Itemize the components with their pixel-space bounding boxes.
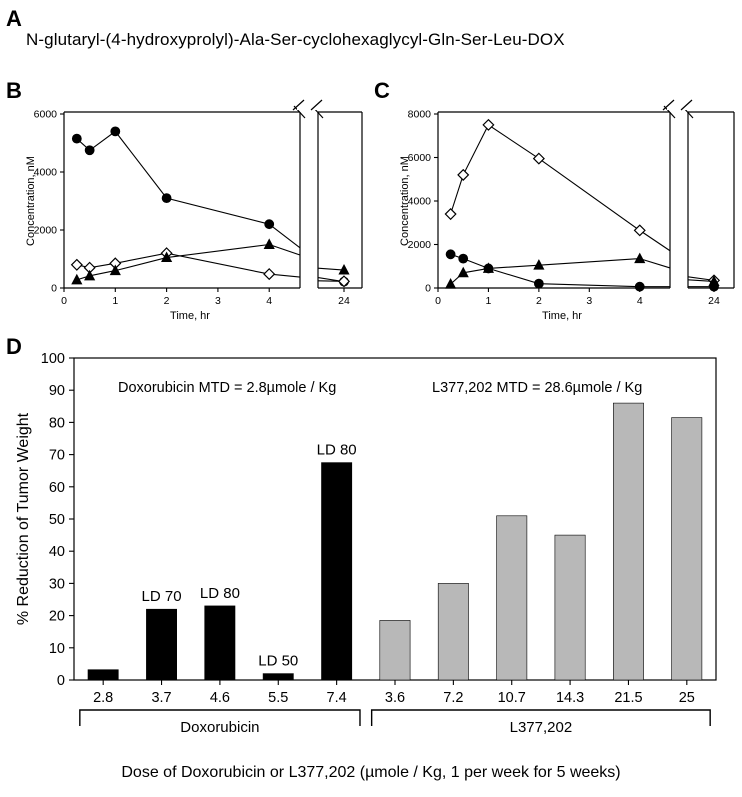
axis-break-gap	[297, 105, 321, 110]
panel-a-letter: A	[6, 6, 22, 31]
series-line-filled-triangle	[77, 245, 269, 280]
svg-text:4: 4	[266, 295, 273, 307]
svg-text:0: 0	[51, 282, 57, 295]
bar-21.5	[613, 403, 643, 680]
svg-text:Dose of Doxorubicin or L377,20: Dose of Doxorubicin or L377,202 (µmole / Kg, 1 per week for 5 weeks)	[121, 764, 621, 781]
svg-text:LD 80: LD 80	[316, 441, 357, 459]
datapoint-open-diamond	[72, 260, 82, 270]
svg-text:3: 3	[586, 295, 593, 307]
svg-text:40: 40	[48, 544, 65, 561]
svg-text:5.5: 5.5	[268, 690, 289, 706]
svg-text:70: 70	[48, 447, 65, 464]
series-break-left-filled-triangle	[640, 259, 670, 268]
bar-25	[672, 418, 702, 680]
svg-text:3.6: 3.6	[384, 690, 406, 706]
bar-4.6	[205, 606, 235, 680]
datapoint-filled-circle	[635, 282, 644, 291]
datapoint-open-diamond	[635, 225, 645, 235]
panel-b-letter: B	[6, 78, 22, 103]
svg-text:0: 0	[61, 295, 67, 307]
panel-d-letter: D	[6, 334, 22, 359]
datapoint-filled-circle	[459, 254, 468, 263]
svg-text:% Reduction of Tumor Weight: % Reduction of Tumor Weight	[15, 412, 32, 626]
svg-text:1: 1	[112, 295, 119, 307]
svg-text:2: 2	[535, 295, 542, 307]
svg-text:24: 24	[338, 295, 350, 307]
svg-text:Concentration, nM: Concentration, nM	[25, 156, 37, 246]
svg-text:6000: 6000	[407, 152, 431, 164]
svg-text:L377,202: L377,202	[509, 719, 573, 736]
panel-b-chart	[0, 92, 370, 332]
panel-c-svg	[368, 92, 742, 332]
bar-3.7	[146, 609, 176, 680]
datapoint-filled-circle	[111, 127, 120, 136]
svg-text:14.3: 14.3	[555, 690, 585, 706]
svg-text:LD 80: LD 80	[199, 584, 240, 602]
panel-a-title: N-glutaryl-(4-hydroxyprolyl)-Ala-Ser-cyclohexaglycyl-Gln-Ser-Leu-DOX	[26, 30, 565, 49]
series-break-left-filled-triangle	[269, 245, 300, 256]
datapoint-open-diamond	[458, 170, 468, 180]
bar-7.2	[438, 583, 468, 680]
datapoint-filled-circle	[534, 279, 543, 288]
datapoint-filled-circle	[162, 194, 171, 203]
series-line-filled-triangle	[451, 259, 640, 285]
series-break-right-filled-triangle	[318, 268, 344, 270]
panel-c-letter: C	[374, 78, 390, 103]
svg-text:0: 0	[56, 673, 65, 689]
series-line-open-diamond	[451, 125, 640, 230]
svg-text:30: 30	[48, 576, 65, 593]
svg-text:6000: 6000	[33, 108, 57, 121]
svg-text:Time, hr: Time, hr	[542, 310, 582, 322]
panel-b-svg	[0, 92, 370, 332]
datapoint-filled-triangle	[635, 254, 645, 263]
svg-text:4000: 4000	[407, 195, 431, 208]
series-break-left-filled-circle	[269, 224, 300, 248]
svg-text:0: 0	[435, 295, 441, 307]
svg-text:0: 0	[425, 282, 431, 295]
bar-7.4	[322, 463, 352, 680]
series-break-left-open-diamond	[640, 230, 670, 250]
svg-text:10: 10	[48, 640, 65, 657]
datapoint-open-diamond	[534, 153, 544, 163]
svg-text:60: 60	[48, 479, 65, 496]
svg-text:LD 50: LD 50	[258, 652, 299, 670]
svg-text:4000: 4000	[33, 166, 57, 179]
bar-10.7	[497, 516, 527, 680]
bar-2.8	[88, 670, 118, 680]
svg-text:4: 4	[636, 295, 643, 307]
svg-text:90: 90	[48, 383, 65, 400]
axis-break-gap	[667, 105, 691, 110]
svg-text:Doxorubicin MTD = 2.8µmole / K: Doxorubicin MTD = 2.8µmole / Kg	[118, 380, 337, 396]
svg-text:1: 1	[485, 295, 492, 307]
svg-text:21.5: 21.5	[614, 690, 643, 706]
svg-text:3.7: 3.7	[151, 690, 172, 706]
svg-text:Doxorubicin: Doxorubicin	[180, 719, 260, 736]
datapoint-open-diamond	[339, 276, 349, 286]
svg-text:2: 2	[163, 295, 170, 307]
svg-text:25: 25	[678, 690, 695, 706]
panel-d-chart	[0, 340, 742, 797]
svg-text:100: 100	[40, 351, 65, 367]
svg-text:3: 3	[214, 295, 221, 307]
svg-text:LD 70: LD 70	[141, 588, 182, 606]
series-line-filled-circle	[77, 131, 269, 224]
datapoint-filled-triangle	[264, 240, 274, 249]
svg-text:20: 20	[48, 608, 65, 625]
svg-text:7.2: 7.2	[443, 690, 464, 706]
bar-14.3	[555, 535, 585, 680]
datapoint-filled-circle	[446, 250, 455, 259]
svg-text:10.7: 10.7	[497, 690, 526, 706]
datapoint-open-diamond	[264, 269, 274, 279]
svg-text:80: 80	[48, 415, 65, 432]
bar-3.6	[380, 620, 410, 680]
svg-text:50: 50	[48, 512, 65, 528]
svg-text:2000: 2000	[33, 224, 57, 237]
svg-text:L377,202 MTD = 28.6µmole / Kg: L377,202 MTD = 28.6µmole / Kg	[432, 380, 643, 396]
svg-text:Time, hr: Time, hr	[170, 310, 210, 322]
svg-text:4.6: 4.6	[209, 690, 230, 706]
svg-text:Concentration, nM: Concentration, nM	[399, 156, 411, 246]
datapoint-filled-circle	[85, 146, 94, 155]
datapoint-filled-circle	[72, 134, 81, 143]
panel-c-chart	[368, 92, 742, 332]
svg-text:8000: 8000	[407, 108, 431, 121]
svg-text:2000: 2000	[407, 239, 431, 251]
svg-text:24: 24	[708, 295, 720, 307]
bar-5.5	[263, 674, 293, 680]
datapoint-open-diamond	[445, 209, 455, 219]
svg-text:7.4: 7.4	[326, 690, 347, 706]
datapoint-open-diamond	[483, 120, 493, 130]
svg-text:2.8: 2.8	[93, 690, 114, 706]
datapoint-filled-circle	[265, 220, 274, 229]
panel-d-svg	[0, 340, 742, 797]
